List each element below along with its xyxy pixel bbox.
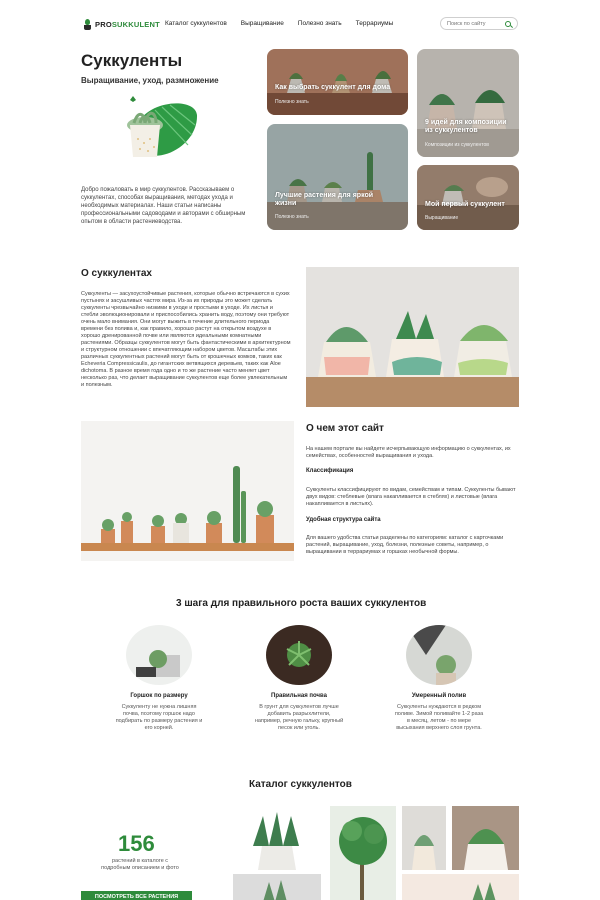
page-title: Суккуленты (81, 51, 183, 70)
step-text: Суккуленты нуждаются в редком поливе. Зимой поливайте 1-2 раза в месяц, летом - по мере высыхания верхнего слоя грунта. (394, 704, 484, 731)
step-item (254, 625, 344, 732)
site-logo[interactable] (83, 19, 160, 30)
article-card[interactable] (417, 165, 519, 230)
card-title: Мой первый суккулент (425, 201, 505, 208)
card-category: Полезно знать (275, 214, 309, 220)
step-image (266, 625, 332, 685)
card-title: Лучшие растения для яркой жизни (275, 192, 374, 207)
catalog-count: 156 (118, 831, 155, 856)
article-card[interactable] (417, 49, 519, 157)
hero-succulent-image (100, 95, 200, 170)
search-input[interactable] (447, 21, 503, 27)
site-shelf-image (81, 421, 294, 561)
nav-terrariums[interactable]: Террариумы (355, 20, 394, 27)
logo-text-pro: PRO (95, 20, 112, 29)
step-title: Умеренный полив (411, 693, 467, 699)
about-text: Суккуленты — засухоустойчивые растения, которые обычно встречаются в сухих пустынях и засушливых частях мира. Из-за их природы это может сделать суккуленты чрезвычайно низкими в уходе и простыми в уходе. Их листья и стебли эволюционировали и приспособились хранить воду, поэтому они требуют очень мало внимания. Они могут выжить в течение длительного периода времени без полива и, как правило, хорошо растут на открытом воздухе в хорошо дренированной почве или являются идеальными комнатными растениями. Образцы суккулентов могут быть фантастическими в архитектурном и структурном отношении с впечатляющим набором цветов. Масштабы этих различных суккулентных растений могут быть от крошечных комков, таких как Echeveria Compressicaulis, до гигантских ветвящихся деревьев, таких как Aloe dichotoma. В разное время года одно и то же растение часто меняет цвет несколько раз, что делает выращивание суккулентов еще более увлекательным и полезным. (81, 291, 291, 388)
classification-title: Классификация (306, 468, 354, 474)
step-text: Суккуленту не нужна лишняя почва, поэтому горшок надо подбирать по размеру растения и его корней. (115, 704, 203, 731)
about-succulents-image (306, 267, 519, 407)
article-card[interactable] (267, 49, 408, 115)
card-category: Полезно знать (275, 99, 309, 105)
catalog-plant-image[interactable] (330, 806, 396, 900)
structure-title: Удобная структура сайта (306, 517, 381, 523)
catalog-plant-image[interactable] (402, 806, 446, 870)
steps-title: 3 шага для правильного роста ваших суккулентов (176, 598, 427, 609)
view-all-plants-button[interactable]: ПОСМОТРЕТЬ ВСЕ РАСТЕНИЯ (81, 891, 192, 900)
page-subtitle: Выращивание, уход, размножение (81, 76, 219, 85)
nav-useful[interactable]: Полезно знать (297, 20, 342, 27)
article-card[interactable] (267, 124, 408, 230)
about-title: О суккулентах (81, 268, 152, 279)
catalog-plant-image[interactable] (402, 874, 519, 900)
catalog-description: растений в каталоге с подробным описанием и фото (101, 858, 179, 871)
card-title: Как выбрать суккулент для дома (275, 84, 391, 91)
step-title: Горшок по размеру (130, 693, 188, 699)
catalog-title: Каталог суккулентов (249, 779, 352, 790)
card-category: Композиции из суккулентов (425, 142, 489, 148)
search-box (440, 17, 518, 30)
card-title: 9 идей для композиции из суккулентов (425, 119, 507, 134)
step-item (394, 625, 484, 732)
site-intro: На нашем портале вы найдете исчерпывающую информацию о суккулентах, их семействах, особенностей выращивания и ухода. (306, 446, 511, 459)
card-image (417, 49, 519, 157)
site-header (0, 0, 600, 48)
step-title: Правильная почва (271, 693, 327, 699)
step-image (126, 625, 192, 685)
hero-intro-text: Добро пожаловать в мир суккулентов. Рассказываем о суккулентах, способах выращивания, методах ухода и необходимых материалах. Наши статьи написаны профессиональными садоводами и авторами с обширным опытом в области растениеводства. (81, 187, 246, 225)
main-nav (165, 20, 393, 27)
card-category: Выращивание (425, 215, 459, 221)
card-image (267, 49, 408, 115)
classification-text: Суккуленты классифицируют по видам, семействам и типам. Суккуленты бывают двух видов: стеблевые (влага накапливается в стеблях) и листовые (влага накапливается в листьях). (306, 487, 516, 507)
logo-plant-icon (83, 19, 92, 30)
catalog-plant-image[interactable] (233, 806, 321, 870)
structure-text: Для вашего удобства статьи разделены по категориям: каталог с карточками растений, выращивание, уход, болезни, полезные советы, например, о выращивании в террариумах и горшках необычной формы. (306, 535, 504, 555)
step-image (406, 625, 472, 685)
nav-growing[interactable]: Выращивание (240, 20, 284, 27)
catalog-plant-image[interactable] (233, 874, 321, 900)
search-icon[interactable] (505, 21, 511, 27)
nav-catalog[interactable]: Каталог суккулентов (165, 20, 227, 27)
catalog-plant-image[interactable] (452, 806, 519, 870)
step-text: В грунт для суккулентов лучше добавить разрыхлители, например, речную гальку, крупный песок или уголь. (254, 704, 344, 731)
step-item (114, 625, 204, 732)
site-title: О чем этот сайт (306, 423, 384, 434)
logo-text-rest: SUKKULENT (111, 20, 160, 29)
